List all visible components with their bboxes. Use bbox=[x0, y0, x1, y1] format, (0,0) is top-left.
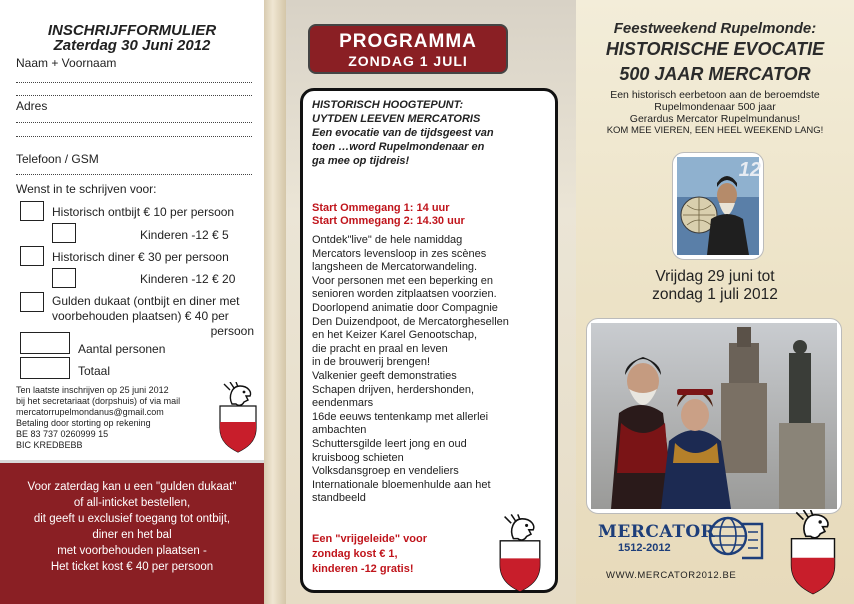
globe-icon bbox=[706, 514, 766, 560]
form-title: INSCHRIJFFORMULIER bbox=[47, 22, 217, 39]
event-dates-line-2: zondag 1 juli 2012 bbox=[652, 286, 778, 303]
dukaat-line-1: Voor zaterdag kan u een "gulden dukaat" bbox=[27, 481, 237, 493]
address-line-1[interactable] bbox=[16, 122, 252, 123]
name-line-2[interactable] bbox=[16, 95, 252, 96]
breakfast-option: Historisch ontbijt € 10 per persoon bbox=[52, 205, 235, 219]
dukaat-line-2: of all-inticket bestellen, bbox=[73, 497, 191, 509]
program-item: Doorlopend animatie door Compagnie bbox=[312, 301, 498, 314]
costumed-couple-photo bbox=[586, 318, 842, 514]
name-line-1[interactable] bbox=[16, 82, 252, 83]
breakfast-checkbox[interactable] bbox=[20, 201, 44, 221]
info-deadline: Ten laatste inschrijven op 25 juni 2012 bbox=[16, 385, 169, 395]
free-pass-note bbox=[312, 532, 427, 577]
start-ommegang-1: Start Ommegang 1: 14 uur bbox=[312, 202, 450, 214]
program-subtitle: ZONDAG 1 JULI bbox=[348, 53, 468, 69]
highlight-line-3: Een evocatie van de tijdsgeest van bbox=[312, 127, 494, 139]
dinner-option: Historisch diner € 30 per persoon bbox=[52, 250, 229, 264]
highlight-line-5: ga mee op tijdreis! bbox=[312, 155, 410, 167]
dukaat-line-4: diner en het bal bbox=[92, 529, 172, 541]
event-cover-panel bbox=[576, 0, 854, 604]
program-item: standbeeld bbox=[312, 492, 366, 505]
wish-label: Wenst in te schrijven voor: bbox=[16, 182, 157, 196]
website-url[interactable]: WWW.MERCATOR2012.BE bbox=[606, 570, 737, 581]
address-line-2[interactable] bbox=[16, 136, 252, 137]
highlight-line-4: toen …word Rupelmondenaar en bbox=[312, 141, 485, 153]
free-pass-line-1: Een "vrijgeleide" voor bbox=[312, 533, 427, 545]
event-desc-line-2: Rupelmondenaar 500 jaar bbox=[654, 101, 776, 113]
logo-years: 1512-2012 bbox=[618, 542, 671, 554]
registration-info bbox=[16, 385, 216, 451]
program-item: Voor personen met een beperking en bbox=[312, 274, 494, 287]
program-item: ambachten bbox=[312, 424, 367, 437]
event-desc-line-3: Gerardus Mercator Rupelmundanus! bbox=[629, 113, 801, 125]
form-date: Zaterdag 30 Juni 2012 bbox=[53, 37, 211, 54]
ducat-checkbox[interactable] bbox=[20, 292, 44, 312]
dukaat-line-6: Het ticket kost € 40 per persoon bbox=[50, 561, 214, 573]
phone-label: Telefoon / GSM bbox=[16, 152, 99, 166]
logo-text: MERCATOR bbox=[598, 522, 716, 542]
program-item: Mercators levensloop in zes scènes bbox=[312, 247, 487, 260]
dinner-checkbox[interactable] bbox=[20, 246, 44, 266]
program-item: eendenmars bbox=[312, 397, 374, 410]
registration-form-panel bbox=[0, 0, 264, 604]
rupelmonde-shield-icon bbox=[788, 510, 838, 596]
address-label: Adres bbox=[16, 99, 48, 113]
stamp-number: 12 bbox=[738, 159, 761, 181]
program-item: in de brouwerij brengen! bbox=[312, 356, 431, 369]
event-description bbox=[576, 89, 854, 137]
persons-input[interactable] bbox=[20, 332, 70, 354]
total-label: Totaal bbox=[78, 364, 111, 378]
persons-label: Aantal personen bbox=[78, 342, 166, 356]
info-where: bij het secretariaat (dorpshuis) of via mail bbox=[16, 396, 181, 406]
program-item: Volksdansgroep en vendeliers bbox=[312, 465, 459, 478]
free-pass-line-3: kinderen -12 gratis! bbox=[312, 563, 414, 575]
program-items bbox=[312, 234, 509, 506]
dukaat-line-5: met voorbehouden plaatsen - bbox=[57, 545, 207, 557]
dukaat-line-3: dit geeft u exclusief toegang tot ontbijt, bbox=[33, 513, 231, 525]
program-item: Schapen drijven, herdershonden, bbox=[312, 383, 475, 396]
event-title-3: 500 JAAR MERCATOR bbox=[619, 64, 811, 84]
free-pass-line-2: zondag kost € 1, bbox=[312, 548, 398, 560]
program-item: en het Keizer Karel Genootschap, bbox=[312, 329, 478, 342]
highlight-line-1: HISTORISCH HOOGTEPUNT: bbox=[312, 99, 464, 111]
program-item: Den Duizendpoot, de Mercatorghesellen bbox=[312, 315, 509, 328]
program-item: Ontdek"live" de hele namiddag bbox=[312, 234, 463, 246]
phone-line[interactable] bbox=[16, 174, 252, 175]
highlight-line-2: UYTDEN LEEVEN MERCATORIS bbox=[312, 113, 481, 125]
rupelmonde-shield-icon bbox=[498, 514, 542, 594]
dinner-kids-checkbox[interactable] bbox=[52, 268, 76, 288]
event-title-1: Feestweekend Rupelmonde: bbox=[613, 20, 817, 37]
ducat-option-line2: voorbehouden plaatsen) € 40 per bbox=[52, 309, 229, 323]
rupelmonde-shield-icon bbox=[218, 382, 258, 454]
info-iban: BE 83 737 0260999 15 bbox=[16, 429, 109, 439]
event-title-2: HISTORISCHE EVOCATIE bbox=[605, 39, 825, 59]
info-payment: Betaling door storting op rekening bbox=[16, 418, 151, 428]
program-item: Valkenier geeft demonstraties bbox=[312, 369, 457, 382]
ducat-option bbox=[52, 294, 258, 339]
total-input[interactable] bbox=[20, 357, 70, 379]
gulden-dukaat-box bbox=[0, 460, 264, 604]
start-ommegang-2: Start Ommegang 2: 14.30 uur bbox=[312, 215, 465, 227]
program-item: kruisboog schieten bbox=[312, 451, 404, 464]
program-banner bbox=[308, 24, 508, 74]
program-item: 16de eeuws tentenkamp met allerlei bbox=[312, 410, 489, 423]
breakfast-kids-checkbox[interactable] bbox=[52, 223, 76, 243]
breakfast-kids-option: Kinderen -12 € 5 bbox=[140, 228, 229, 242]
program-item: Schuttersgilde leert jong en oud bbox=[312, 437, 467, 450]
program-item: die pracht en praal en leven bbox=[312, 342, 448, 355]
program-title: PROGRAMMA bbox=[339, 31, 477, 52]
program-item: langsheen de Mercatorwandeling. bbox=[312, 261, 478, 274]
event-desc-line-1: Een historisch eerbetoon aan de beroemdste bbox=[610, 89, 820, 101]
program-item: Internationale bloemenhulde aan het bbox=[312, 478, 491, 491]
fold-divider bbox=[264, 0, 286, 604]
ducat-option-line3: persoon bbox=[210, 324, 254, 338]
ducat-option-line1: Gulden dukaat (ontbijt en diner met bbox=[52, 294, 240, 308]
costumed-couple-image bbox=[591, 323, 837, 509]
mercator-portrait bbox=[672, 152, 764, 260]
info-email[interactable]: mercatorrupelmondanus@gmail.com bbox=[16, 407, 164, 417]
dinner-kids-option: Kinderen -12 € 20 bbox=[140, 272, 236, 286]
program-item: senioren worden zitplaatsen voorzien. bbox=[312, 288, 497, 301]
info-bic: BIC KREDBEBB bbox=[16, 440, 83, 450]
name-label: Naam + Voornaam bbox=[16, 56, 117, 70]
event-dates-line-1: Vrijdag 29 juni tot bbox=[655, 268, 775, 285]
event-desc-line-4: KOM MEE VIEREN, EEN HEEL WEEKEND LANG! bbox=[606, 125, 824, 136]
program-highlight bbox=[312, 98, 552, 168]
program-panel bbox=[286, 0, 576, 604]
